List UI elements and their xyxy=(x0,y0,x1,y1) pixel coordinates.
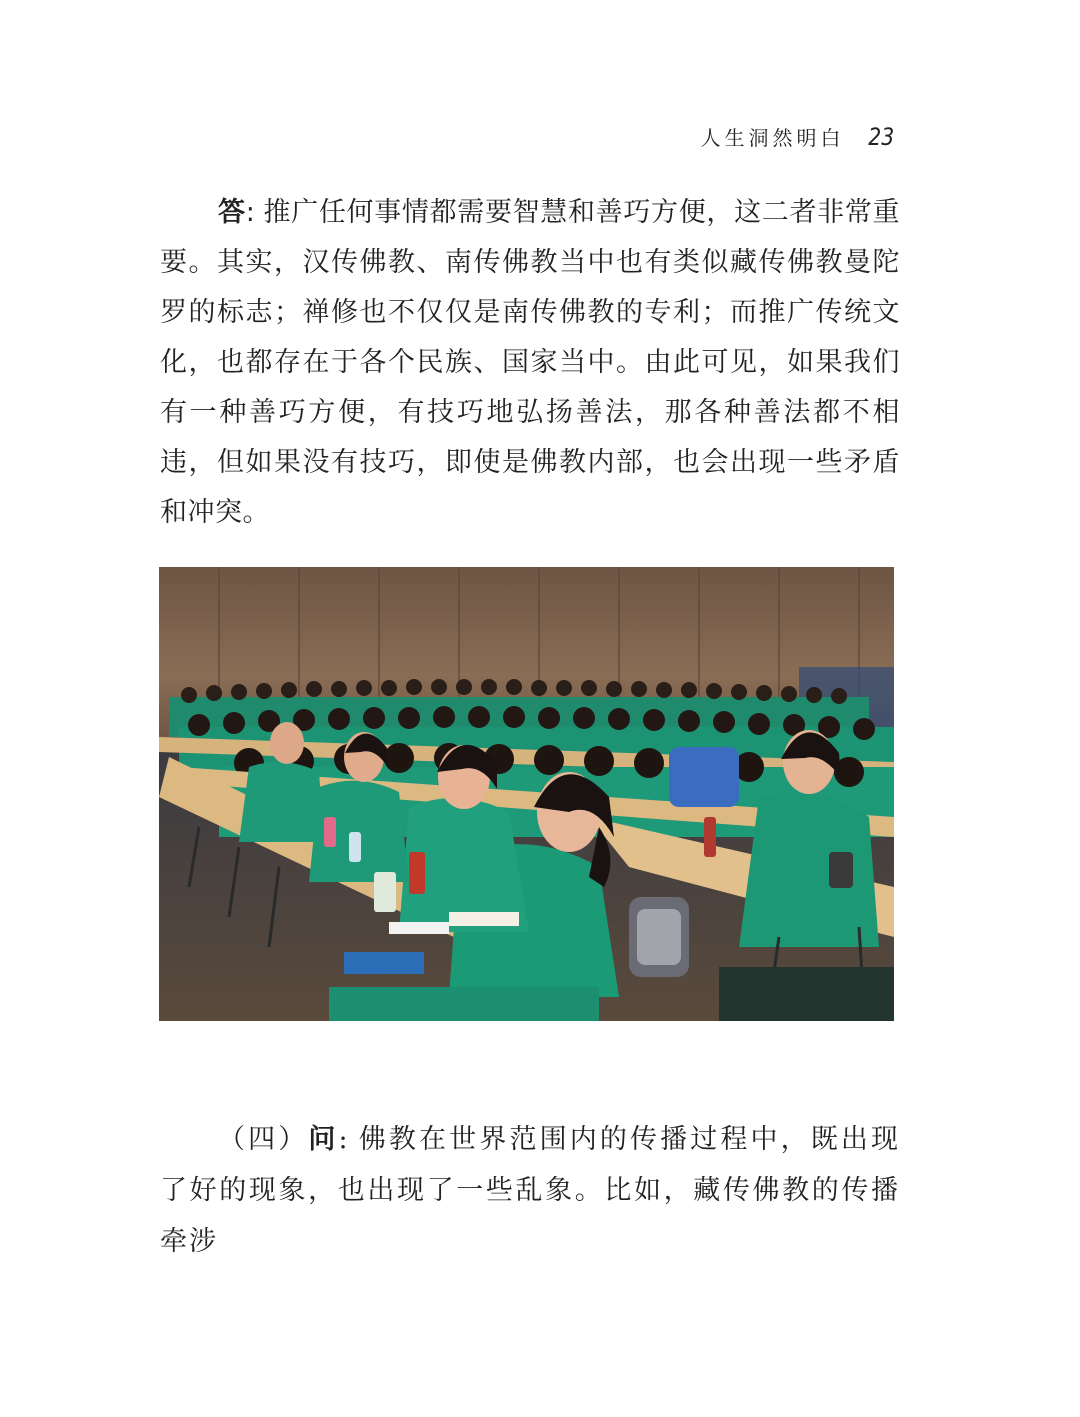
book-title: 人生洞然明白 xyxy=(700,126,845,150)
question-number: （四） xyxy=(218,1124,309,1155)
question-marker-colon: : xyxy=(338,1124,350,1155)
answer-paragraph xyxy=(160,188,900,538)
question-paragraph xyxy=(160,1114,900,1267)
seminar-photo xyxy=(159,567,894,1021)
running-header xyxy=(700,122,897,151)
answer-text: 推广任何事情都需要智慧和善巧方便，这二者非常重要。其实，汉传佛教、南传佛教当中也有类似藏传佛教曼陀罗的标志；禅修也不仅仅是南传佛教的专利；而推广传统文化，也都存在于各个民族、国家当中。由此可见，如果我们有一种善巧方便，有技巧地弘扬善法，那各种善法都不相违，但如果没有技巧，即使是佛教内部，也会出现一些矛盾和冲突。 xyxy=(160,197,901,528)
page-number: 23 xyxy=(868,123,895,151)
answer-marker: 答 xyxy=(218,197,246,228)
question-marker: 问 xyxy=(308,1124,339,1155)
answer-marker-colon: : xyxy=(245,197,256,228)
question-text: 佛教在世界范围内的传播过程中，既出现了好的现象，也出现了一些乱象。比如，藏传佛教的传播牵涉 xyxy=(160,1124,901,1257)
